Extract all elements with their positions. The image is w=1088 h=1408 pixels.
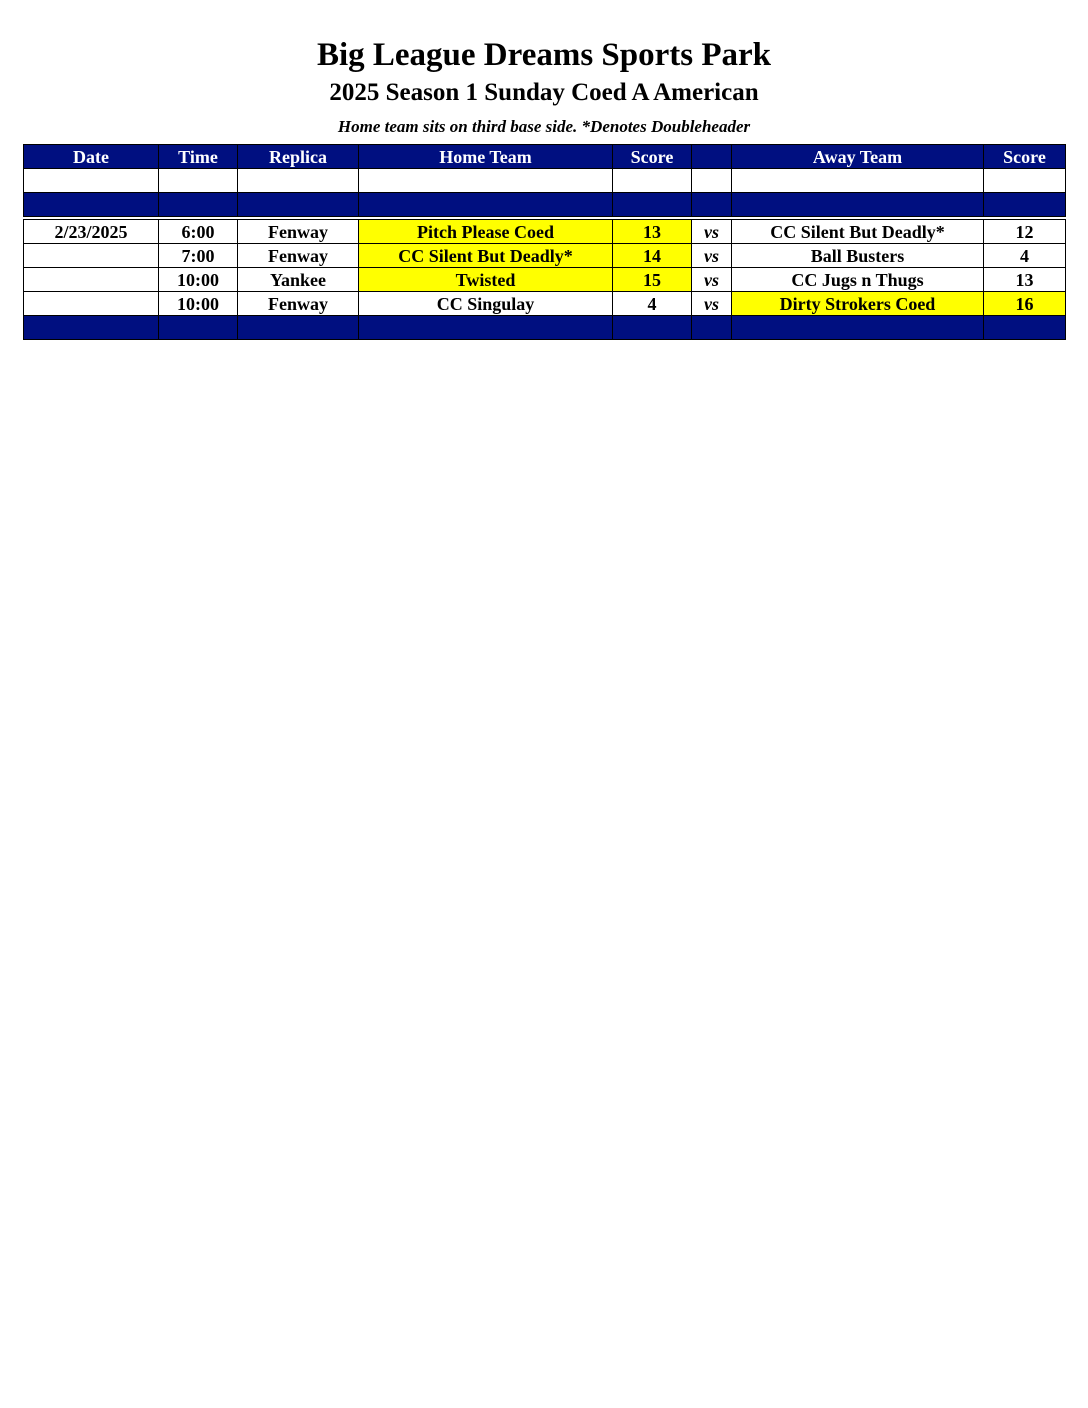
page-title: Big League Dreams Sports Park bbox=[316, 37, 772, 73]
game-replica: Fenway bbox=[238, 292, 359, 316]
away-team: CC Silent But Deadly* bbox=[732, 220, 984, 244]
game-time: 7:00 bbox=[159, 244, 238, 268]
game-time: 6:00 bbox=[159, 220, 238, 244]
table-header-row bbox=[24, 145, 1066, 169]
away-team: CC Jugs n Thugs bbox=[732, 268, 984, 292]
vs-label: vs bbox=[692, 292, 732, 316]
away-score: 12 bbox=[984, 220, 1066, 244]
column-header-home-team: Home Team bbox=[359, 145, 613, 169]
away-score: 16 bbox=[984, 292, 1066, 316]
game-row bbox=[24, 268, 1066, 292]
away-score: 4 bbox=[984, 244, 1066, 268]
game-replica: Fenway bbox=[238, 244, 359, 268]
vs-label: vs bbox=[692, 244, 732, 268]
column-header-away-team: Away Team bbox=[732, 145, 984, 169]
schedule-note: Home team sits on third base side. *Denotes Doubleheader bbox=[337, 117, 751, 136]
game-replica: Yankee bbox=[238, 268, 359, 292]
column-header-vs bbox=[692, 145, 732, 169]
game-date bbox=[24, 268, 159, 292]
game-row bbox=[24, 220, 1066, 244]
game-date bbox=[24, 292, 159, 316]
away-score: 13 bbox=[984, 268, 1066, 292]
home-team: CC Silent But Deadly* bbox=[359, 244, 613, 268]
game-time: 10:00 bbox=[159, 268, 238, 292]
home-score: 14 bbox=[613, 244, 692, 268]
game-replica: Fenway bbox=[238, 220, 359, 244]
column-header-home-score: Score bbox=[613, 145, 692, 169]
home-team: Pitch Please Coed bbox=[359, 220, 613, 244]
column-header-date: Date bbox=[24, 145, 159, 169]
vs-label: vs bbox=[692, 220, 732, 244]
column-header-replica: Replica bbox=[238, 145, 359, 169]
game-row bbox=[24, 292, 1066, 316]
column-header-time: Time bbox=[159, 145, 238, 169]
page-subtitle: 2025 Season 1 Sunday Coed A American bbox=[329, 79, 759, 106]
home-team: CC Singulay bbox=[359, 292, 613, 316]
game-time: 10:00 bbox=[159, 292, 238, 316]
game-date: 2/23/2025 bbox=[24, 220, 159, 244]
away-team: Dirty Strokers Coed bbox=[732, 292, 984, 316]
game-date bbox=[24, 244, 159, 268]
away-team: Ball Busters bbox=[732, 244, 984, 268]
home-team: Twisted bbox=[359, 268, 613, 292]
home-score: 4 bbox=[613, 292, 692, 316]
game-row bbox=[24, 244, 1066, 268]
home-score: 15 bbox=[613, 268, 692, 292]
separator-row bbox=[24, 193, 1066, 217]
column-header-away-score: Score bbox=[984, 145, 1066, 169]
vs-label: vs bbox=[692, 268, 732, 292]
home-score: 13 bbox=[613, 220, 692, 244]
schedule-table bbox=[23, 144, 1066, 340]
empty-row bbox=[24, 169, 1066, 193]
footer-row bbox=[24, 316, 1066, 340]
